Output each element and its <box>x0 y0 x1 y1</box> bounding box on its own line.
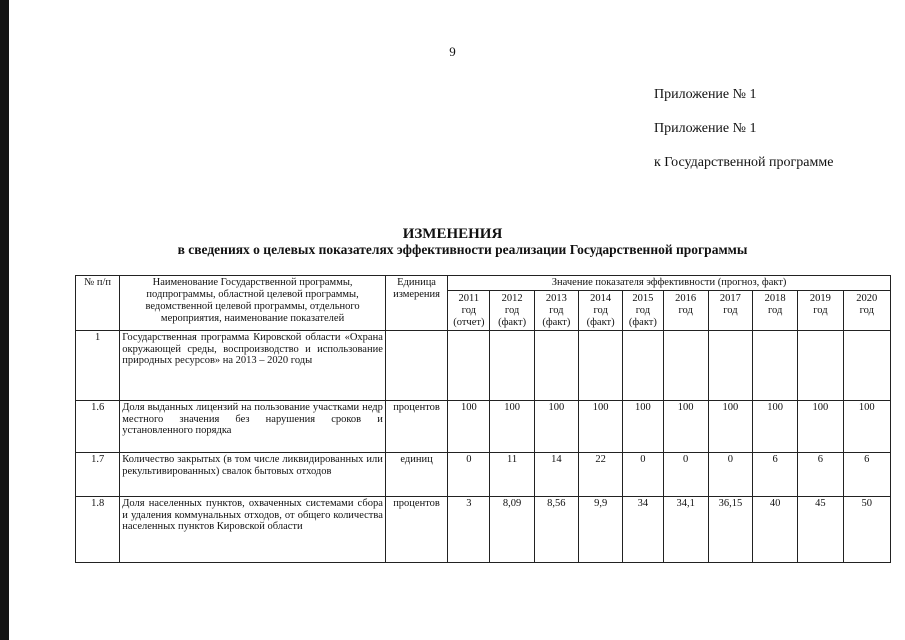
header-year-2020 <box>843 291 890 331</box>
header-year-unit: год <box>635 305 651 316</box>
table-row <box>76 401 891 453</box>
row-value-2020 <box>843 331 890 401</box>
row-value-2012: 100 <box>490 401 534 453</box>
row-value-2015: 34 <box>623 497 663 563</box>
document-title: ИЗМЕНЕНИЯ <box>402 226 503 242</box>
page-number: 9 <box>449 44 456 59</box>
row-value-2019 <box>798 331 843 401</box>
row-value-2019: 100 <box>798 401 843 453</box>
row-value-2012: 8,09 <box>490 497 534 563</box>
table-body <box>76 331 891 563</box>
row-value-2014 <box>579 331 623 401</box>
header-year-2013 <box>534 291 578 331</box>
row-value-2020: 100 <box>843 401 890 453</box>
header-year-2016 <box>663 291 708 331</box>
row-unit: процентов <box>385 401 447 453</box>
row-indicator-name: Государственная программа Кировской области «Охрана окружающей среды, воспроизводство и использование природных ресурсов» на 2013 – 2020 годы <box>120 331 386 401</box>
header-year-year: 2020 <box>856 293 878 304</box>
row-value-2012 <box>490 331 534 401</box>
row-value-2018 <box>753 331 798 401</box>
scan-edge <box>0 0 9 640</box>
appendix-line-1: Приложение № 1 <box>654 87 757 102</box>
row-value-2017 <box>708 331 752 401</box>
row-value-2014: 22 <box>579 453 623 497</box>
header-year-year: 2011 <box>458 293 480 304</box>
header-year-unit: год <box>593 305 608 316</box>
document-subtitle: в сведениях о целевых показателях эффективности реализации Государственной программы <box>177 242 748 257</box>
row-value-2018: 6 <box>753 453 798 497</box>
appendix-line-2: Приложение № 1 <box>654 121 757 136</box>
header-year-2014 <box>579 291 623 331</box>
row-value-2015 <box>623 331 663 401</box>
row-value-2016: 34,1 <box>663 497 708 563</box>
header-year-year: 2019 <box>809 293 831 304</box>
row-value-2013 <box>534 331 578 401</box>
row-number: 1.6 <box>76 401 120 453</box>
header-year-note: (факт) <box>628 317 657 328</box>
row-value-2014: 9,9 <box>579 497 623 563</box>
header-year-2011 <box>448 291 490 331</box>
row-value-2016: 100 <box>663 401 708 453</box>
row-value-2017: 0 <box>708 453 752 497</box>
row-unit: единиц <box>385 453 447 497</box>
header-row-1 <box>76 276 891 291</box>
appendix-line-3: к Государственной программе <box>654 155 834 170</box>
row-number: 1.7 <box>76 453 120 497</box>
header-year-2015 <box>623 291 663 331</box>
header-year-unit: год <box>767 305 783 316</box>
header-year-unit: год <box>504 305 520 316</box>
header-year-2019 <box>798 291 843 331</box>
header-year-note: (отчет) <box>453 317 485 328</box>
header-year-2012 <box>490 291 534 331</box>
row-unit <box>385 331 447 401</box>
header-year-unit: год <box>678 305 693 316</box>
header-year-note: (факт) <box>498 317 527 328</box>
header-year-year: 2018 <box>764 293 786 304</box>
header-year-unit: год <box>723 305 738 316</box>
header-year-2017 <box>708 291 752 331</box>
row-value-2011 <box>448 331 490 401</box>
row-value-2016: 0 <box>663 453 708 497</box>
header-year-year: 2013 <box>545 293 567 304</box>
row-value-2011: 100 <box>448 401 490 453</box>
row-value-2013: 100 <box>534 401 578 453</box>
row-value-2013: 8,56 <box>534 497 578 563</box>
table-row <box>76 497 891 563</box>
header-year-unit: год <box>461 305 477 316</box>
row-value-2019: 6 <box>798 453 843 497</box>
header-year-year: 2012 <box>501 293 523 304</box>
row-value-2012: 11 <box>490 453 534 497</box>
header-year-year: 2016 <box>675 293 697 304</box>
row-value-2014: 100 <box>579 401 623 453</box>
row-value-2015: 100 <box>623 401 663 453</box>
row-unit: процентов <box>385 497 447 563</box>
table-row <box>76 331 891 401</box>
row-value-2017: 36,15 <box>708 497 752 563</box>
header-unit: Единица измерения <box>385 276 447 331</box>
table-row <box>76 453 891 497</box>
header-year-year: 2015 <box>632 293 654 304</box>
row-number: 1.8 <box>76 497 120 563</box>
header-no: № п/п <box>76 276 120 331</box>
header-values-group: Значение показателя эффективности (прогноз, факт) <box>448 276 891 291</box>
row-value-2020: 6 <box>843 453 890 497</box>
row-value-2018: 100 <box>753 401 798 453</box>
row-value-2020: 50 <box>843 497 890 563</box>
indicators-table <box>75 275 891 563</box>
header-year-unit: год <box>549 305 564 316</box>
row-value-2015: 0 <box>623 453 663 497</box>
header-name: Наименование Государственной программы, подпрограммы, областной целевой программы, ведомственной целевой программы, отдельного мероприятия, наименование показателей <box>120 276 386 331</box>
row-value-2013: 14 <box>534 453 578 497</box>
row-indicator-name: Доля выданных лицензий на пользование участками недр местного значения без нарушения сроков и установленного порядка <box>120 401 386 453</box>
row-number: 1 <box>76 331 120 401</box>
header-year-unit: год <box>859 305 874 316</box>
header-year-note: (факт) <box>542 317 571 328</box>
row-value-2017: 100 <box>708 401 752 453</box>
header-year-year: 2017 <box>719 293 741 304</box>
row-value-2018: 40 <box>753 497 798 563</box>
row-value-2019: 45 <box>798 497 843 563</box>
row-indicator-name: Доля населенных пунктов, охваченных системами сбора и удаления коммунальных отходов, от общего количества населенных пунктов Кировской области <box>120 497 386 563</box>
row-value-2016 <box>663 331 708 401</box>
row-value-2011: 0 <box>448 453 490 497</box>
header-year-year: 2014 <box>590 293 612 304</box>
row-value-2011: 3 <box>448 497 490 563</box>
header-year-2018 <box>753 291 798 331</box>
header-year-note: (факт) <box>586 317 615 328</box>
row-indicator-name: Количество закрытых (в том числе ликвидированных или рекультивированных) свалок бытовых отходов <box>120 453 386 497</box>
header-year-unit: год <box>813 305 828 316</box>
